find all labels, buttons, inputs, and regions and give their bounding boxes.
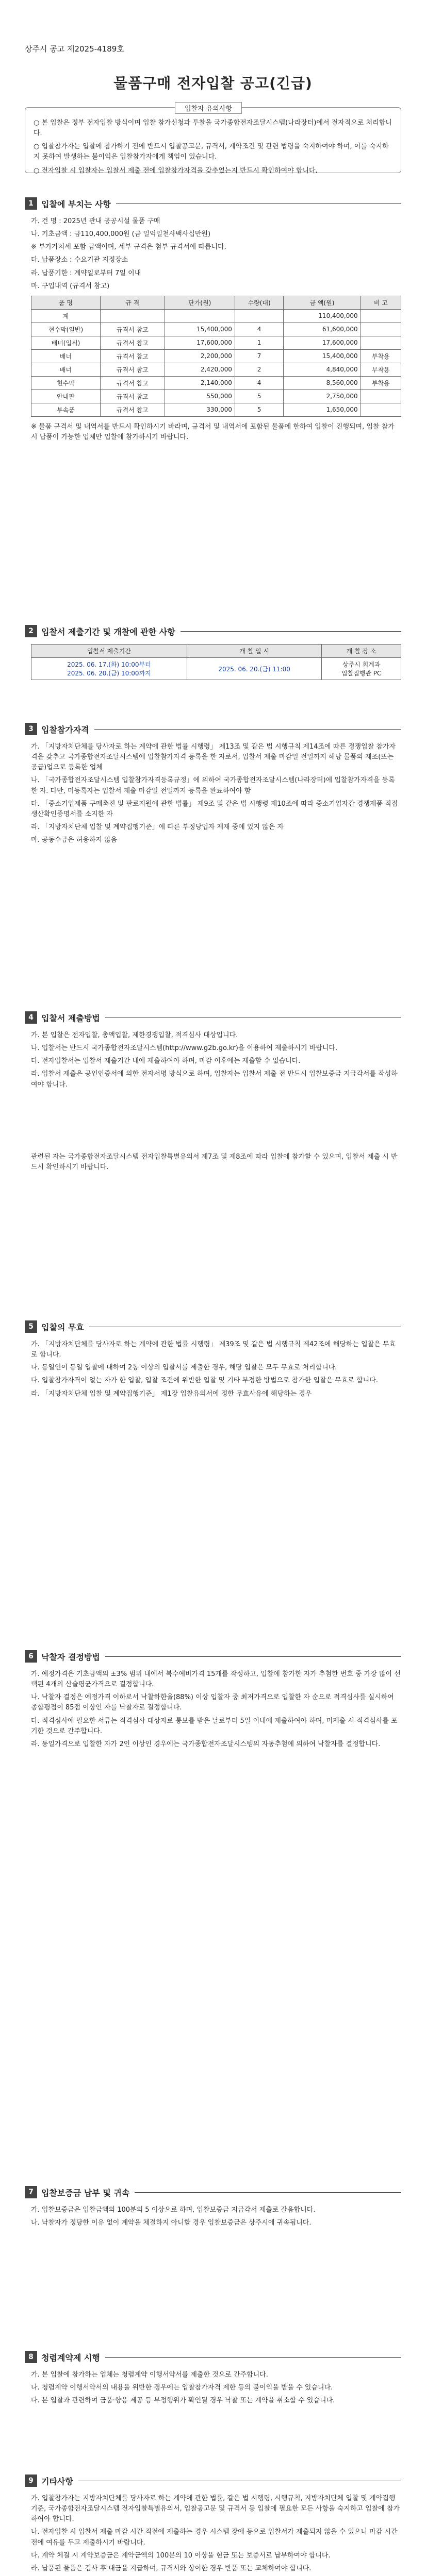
table-header: 비 고 [361, 296, 401, 309]
table-row [31, 349, 401, 363]
table-cell: 15,400,000 [165, 323, 235, 336]
table-cell: 배너(입식) [31, 336, 101, 349]
table-row [31, 389, 401, 403]
table-cell: 2,420,000 [165, 363, 235, 376]
table-cell: 규격서 참고 [101, 389, 165, 403]
table-header: 입찰서 제출기간 [31, 645, 187, 658]
section-8 [25, 2349, 401, 2409]
table-header: 단가(원) [165, 296, 235, 309]
table-row [31, 336, 401, 349]
note: 관련된 자는 국가종합전자조달시스템 전자입찰특별유의서 제7조 및 제8조에 따라 입찰에 참가할 수 있으며, 입찰서 제출 시 반드시 확인하시기 바랍니다. [31, 1153, 398, 1171]
table-header: 금 액(원) [284, 296, 361, 309]
table-cell: 규격서 참고 [101, 349, 165, 363]
section-2 [25, 623, 401, 680]
table-cell: 2025. 06. 20.(금) 11:00 [187, 658, 322, 680]
section-title: 청렴계약제 시행 [41, 2352, 100, 2363]
table-cell: 배너 [31, 363, 101, 376]
item-line: 다. 전자입찰서는 입찰서 제출기간 내에 제출하여야 하며, 마감 이후에는 제출할 수 없습니다. [31, 1057, 301, 1065]
table-cell: 550,000 [165, 389, 235, 403]
table-row [31, 309, 401, 323]
item-line: 다. 적격심사에 필요한 서류는 적격심사 대상자로 통보를 받은 날로부터 5일 이내에 제출하여야 하며, 미제출 시 적격심사를 포기한 것으로 간주합니다. [31, 1717, 398, 1735]
section-title: 입찰보증금 납부 및 귀속 [41, 2188, 130, 2198]
table-cell [361, 389, 401, 403]
section-title: 기타사항 [41, 2476, 73, 2486]
table-cell: 현수막 [31, 376, 101, 389]
table-cell [165, 309, 235, 323]
table-row [31, 403, 401, 416]
schedule-table [31, 644, 401, 680]
section-divider [94, 728, 401, 730]
section-4 [25, 1010, 401, 1175]
section-title: 입찰서 제출방법 [41, 1013, 100, 1023]
item-line: 라. 납품된 물품은 검사 후 대금을 지급하며, 규격서와 상이한 경우 반품 또는 교체하여야 합니다. [31, 2564, 312, 2572]
table-cell: 7 [235, 349, 283, 363]
section-number: 4 [25, 1011, 37, 1024]
section-title: 입찰참가자격 [41, 724, 89, 735]
table-cell: 5 [235, 389, 283, 403]
item-line: 나. 기초금액 : 금110,400,000원 (금 일억일천사백사십만원) [31, 230, 211, 239]
item-line: 라. 「지방자치단체 입찰 및 계약집행기준」 제1장 입찰유의서에 정한 무효사유에 해당하는 경우 [31, 1389, 312, 1398]
table-cell: 안내판 [31, 389, 101, 403]
item-line: 마. 공동수급은 허용하지 않음 [31, 836, 118, 844]
table-header: 개 찰 일 시 [187, 645, 322, 658]
table-cell: 330,000 [165, 403, 235, 416]
item-line: 나. 동일인이 동일 입찰에 대하여 2통 이상의 입찰서를 제출한 경우, 해당 입찰은 모두 무효로 처리합니다. [31, 1364, 337, 1372]
item-line: 가. 입찰보증금은 입찰금액의 100분의 5 이상으로 하며, 입찰보증금 지급각서 제출로 갈음합니다. [31, 2206, 316, 2214]
table-cell: 규격서 참고 [101, 363, 165, 376]
section-divider [116, 203, 401, 204]
item-line: 나. 전자입찰 시 입찰서 제출 마감 시간 직전에 제출하는 경우 시스템 장애 등으로 입찰서가 제출되지 않을 수 있으니 마감 시간 전에 여유를 두고 제출하시기 바랍니다. [31, 2528, 398, 2547]
table-row [31, 363, 401, 376]
section-divider [105, 1656, 401, 1657]
section-number: 8 [25, 2351, 37, 2363]
table-cell: 1 [235, 336, 283, 349]
table-cell: 계 [31, 309, 101, 323]
section-divider [78, 2480, 401, 2481]
section-number: 1 [25, 197, 37, 210]
item-line: 다. 「중소기업제품 구매촉진 및 판로지원에 관한 법률」 제9조 및 같은 법 시행령 제10조에 따라 중소기업자간 경쟁제품 직접생산확인증명서를 소지한 자 [31, 800, 398, 818]
item-line: 다. 입찰참가자격이 없는 자가 한 입찰, 입찰 조건에 위반한 입찰 및 기타 부정한 방법으로 참가한 입찰은 무효로 합니다. [31, 1377, 378, 1385]
table-cell: 부착용 [361, 363, 401, 376]
table-cell: 2,140,000 [165, 376, 235, 389]
table-cell [235, 309, 283, 323]
notice-item: ○ 전자입찰 시 입찰자는 입찰서 제출 전에 입찰참가자격을 갖추었는지 반드시 확인하여야 합니다. [34, 166, 318, 175]
table-cell: 110,400,000 [284, 309, 361, 323]
table-cell: 규격서 참고 [101, 376, 165, 389]
item-line: 가. 입찰참가자는 지방자치단체를 당사자로 하는 계약에 관한 법률, 같은 법 시행령, 시행규칙, 지방자치단체 입찰 및 계약집행기준, 국가종합전자조달시스템 전자입찰특별유의서, 입찰공고문 및 규격서 등 입찰에 필요한 모든 사항을 숙지하고 입찰에 참가하여야 합니다. [31, 2495, 400, 2523]
table-cell: 2,200,000 [165, 349, 235, 363]
section-6 [25, 1649, 401, 1752]
table-cell: 4,840,000 [284, 363, 361, 376]
item-line: 마. 구입내역 (규격서 참고) [31, 282, 110, 290]
table-cell: 17,600,000 [284, 336, 361, 349]
table-cell: 배너 [31, 349, 101, 363]
purchase-table [31, 296, 401, 417]
section-title: 입찰서 제출기간 및 개찰에 관한 사항 [41, 626, 175, 637]
section-divider [105, 1017, 401, 1018]
item-line: 나. 입찰서는 반드시 국가종합전자조달시스템(http://www.g2b.go.kr)을 이용하여 제출하시기 바랍니다. [31, 1044, 338, 1053]
table-cell: 8,560,000 [284, 376, 361, 389]
table-cell [361, 323, 401, 336]
section-3 [25, 721, 401, 848]
section-number: 3 [25, 723, 37, 735]
section-number: 2 [25, 625, 37, 637]
notice-title: 입찰자 유의사항 [175, 102, 242, 114]
section-9 [25, 2473, 401, 2576]
section-divider [89, 1326, 401, 1327]
note: ※ 물품 규격서 및 내역서를 반드시 확인하시기 바라며, 규격서 및 내역서에 포함된 물품에 한하여 입찰이 진행되며, 입찰 참가 시 납품이 가능한 업체만 입찰에 참가하시기 바랍니다. [31, 422, 395, 441]
table-header: 품 명 [31, 296, 101, 309]
table-header: 개 찰 장 소 [322, 645, 401, 658]
section-number: 9 [25, 2475, 37, 2487]
table-cell: 4 [235, 323, 283, 336]
table-cell: 부속품 [31, 403, 101, 416]
table-header: 수량(대) [235, 296, 283, 309]
item-line: 다. 납품장소 : 수요기관 지정장소 [31, 256, 128, 264]
table-cell: 2025. 06. 17.(화) 10:00부터 2025. 06. 20.(금) 10:00까지 [31, 658, 187, 680]
table-cell: 2 [235, 363, 283, 376]
item-line: 다. 계약 체결 시 계약보증금은 계약금액의 100분의 10 이상을 현금 또는 보증서로 납부하여야 합니다. [31, 2551, 331, 2560]
table-header: 규 격 [101, 296, 165, 309]
table-cell [361, 309, 401, 323]
table-row [31, 376, 401, 389]
notice-item: ○ 본 입찰은 정부 전자입찰 방식이며 입찰 참가신청과 투찰을 국가종합전자조달시스템(나라장터)에서 전자적으로 처리합니다. [34, 119, 392, 138]
table-cell: 규격서 참고 [101, 336, 165, 349]
item-line: 가. 건 명 : 2025년 관내 공공시설 물품 구매 [31, 217, 160, 225]
item-line: 가. 「지방자치단체를 당사자로 하는 계약에 관한 법률 시행령」 제13조 및 같은 법 시행규칙 제14조에 따른 경쟁입찰 참가자격을 갖추고 국가종합전자조달시스템에 입찰참가자격 등록을 한 자로서, 입찰서 제출 마감일 전일까지 해당 물품의 제조(또는 공급)업으로 등록한 업체 [31, 743, 396, 772]
item-line: 라. 납품기한 : 계약일로부터 7일 이내 [31, 269, 141, 277]
item-line: 나. 낙찰자가 정당한 이유 없이 계약을 체결하지 아니할 경우 입찰보증금은 상주시에 귀속됩니다. [31, 2219, 312, 2227]
notice-box [25, 107, 401, 173]
table-cell: 4 [235, 376, 283, 389]
section-number: 7 [25, 2186, 37, 2198]
section-title: 낙찰자 결정방법 [41, 1652, 100, 1662]
table-cell: 61,600,000 [284, 323, 361, 336]
table-cell: 5 [235, 403, 283, 416]
section-divider [105, 2357, 401, 2358]
item-line: 라. 입찰서 제출은 공인인증서에 의한 전자서명 방식으로 하며, 입찰자는 입찰서 제출 전 반드시 입찰보증금 지급각서를 작성하여야 합니다. [31, 1070, 398, 1089]
section-1 [25, 196, 401, 445]
table-cell: 부착용 [361, 349, 401, 363]
table-cell: 17,600,000 [165, 336, 235, 349]
item-line: 나. 「국가종합전자조달시스템 입찰참가자격등록규정」에 의하여 국가종합전자조달시스템(나라장터)에 입찰참가자격을 등록한 자. 다만, 미등록자는 입찰서 제출 마감일 전일까지 등록을 완료하여야 함 [31, 776, 395, 795]
item-line: 가. 본 입찰은 전자입찰, 총액입찰, 제한경쟁입찰, 적격심사 대상입니다. [31, 1031, 238, 1039]
section-number: 5 [25, 1320, 37, 1333]
table-cell: 1,650,000 [284, 403, 361, 416]
table-cell: 상주시 회계과 입찰집행관 PC [322, 658, 401, 680]
table-cell: 15,400,000 [284, 349, 361, 363]
item-line: 라. 동일가격으로 입찰한 자가 2인 이상인 경우에는 국가종합전자조달시스템의 자동추첨에 의하여 낙찰자를 결정합니다. [31, 1740, 381, 1748]
section-title: 입찰의 무효 [41, 1322, 84, 1332]
section-divider [181, 631, 401, 632]
table-cell [361, 336, 401, 349]
table-cell: 규격서 참고 [101, 323, 165, 336]
table-cell [101, 309, 165, 323]
section-number: 6 [25, 1650, 37, 1663]
item-line: 나. 낙찰자 결정은 예정가격 이하로서 낙찰하한율(88%) 이상 입찰자 중 최저가격으로 입찰한 자 순으로 적격심사를 실시하여 종합평점이 85점 이상인 자를 낙찰자로 결정합니다. [31, 1693, 394, 1712]
page-title: 물품구매 전자입찰 공고(긴급) [113, 75, 313, 92]
item-line: 다. 본 입찰과 관련하여 금품·향응 제공 등 부정행위가 확인될 경우 낙찰 또는 계약을 취소할 수 있습니다. [31, 2397, 335, 2405]
notice-item: ○ 입찰참가자는 입찰에 참가하기 전에 반드시 입찰공고문, 규격서, 계약조건 및 관련 법령을 숙지하여야 하며, 이를 숙지하지 못하여 발생하는 불이익은 입찰참가자에게 책임이 있습니다. [34, 143, 389, 161]
item-line: 나. 청렴계약 이행서약서의 내용을 위반한 경우에는 입찰참가자격 제한 등의 불이익을 받을 수 있습니다. [31, 2384, 333, 2392]
table-cell: 2,750,000 [284, 389, 361, 403]
section-title: 입찰에 부치는 사항 [41, 199, 111, 209]
section-7 [25, 2184, 401, 2231]
item-line: 라. 「지방자치단체 입찰 및 계약집행기준」에 따른 부정당업자 제재 중에 있지 않은 자 [31, 823, 284, 831]
item-line: ※ 부가가치세 포함 금액이며, 세부 규격은 첨부 규격서에 따릅니다. [31, 243, 226, 251]
document-number: 상주시 공고 제2025-4189호 [25, 44, 124, 54]
table-cell: 현수막(일반) [31, 323, 101, 336]
item-line: 가. 본 입찰에 참가하는 업체는 청렴계약 이행서약서를 제출한 것으로 간주합니다. [31, 2371, 268, 2379]
table-row [31, 323, 401, 336]
table-cell: 부착용 [361, 376, 401, 389]
section-5 [25, 1319, 401, 1402]
table-cell [361, 403, 401, 416]
table-cell: 규격서 참고 [101, 403, 165, 416]
item-line: 가. 예정가격은 기초금액의 ±3% 범위 내에서 복수예비가격 15개를 작성하고, 입찰에 참가한 자가 추첨한 번호 중 가장 많이 선택된 4개의 산술평균가격으로 결정합니다. [31, 1670, 401, 1689]
item-line: 가. 「지방자치단체를 당사자로 하는 계약에 관한 법률 시행령」 제39조 및 같은 법 시행규칙 제42조에 해당하는 입찰은 무효로 합니다. [31, 1341, 396, 1359]
section-divider [135, 2192, 401, 2193]
